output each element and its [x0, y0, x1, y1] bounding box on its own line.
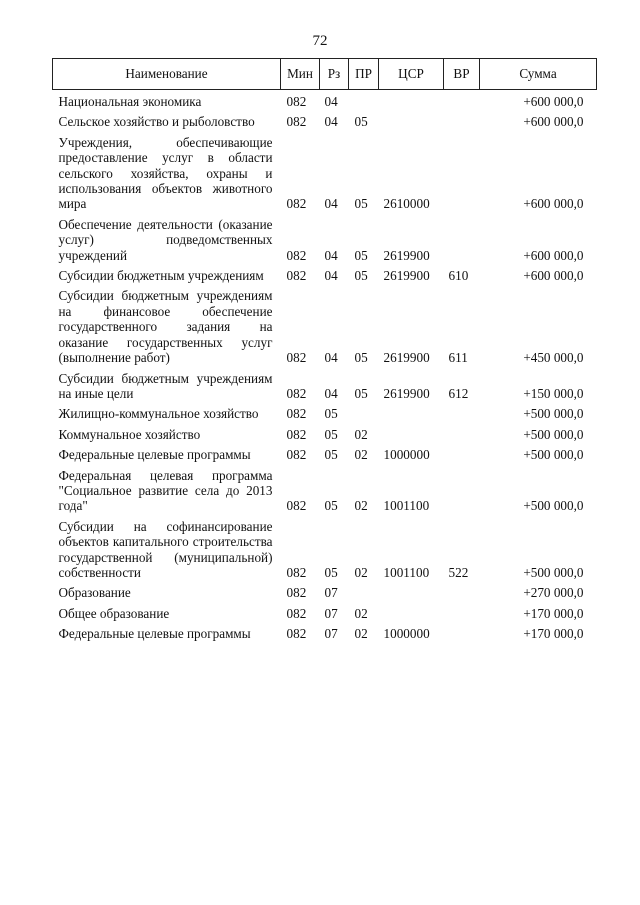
table-row: [53, 371, 597, 407]
cell-pr: 02: [354, 447, 368, 463]
cell-min: 082: [286, 114, 307, 130]
table-row: [53, 268, 597, 288]
cell-sum: +170 000,0: [523, 605, 584, 621]
cell-csr: 1000000: [383, 447, 430, 463]
cell-rz: 04: [324, 94, 338, 109]
cell-csr: [379, 406, 444, 426]
cell-csr: 1000000: [383, 626, 430, 642]
cell-csr: 2619900: [383, 350, 430, 366]
header-csr: ЦСР: [379, 59, 444, 90]
table-row: [53, 606, 597, 626]
cell-pr: 05: [354, 247, 368, 263]
cell-sum: +170 000,0: [523, 626, 584, 642]
cell-min: 082: [286, 426, 307, 442]
budget-table: [52, 58, 597, 647]
cell-sum: +150 000,0: [523, 385, 584, 401]
cell-sum: +600 000,0: [523, 247, 584, 263]
cell-csr: [379, 585, 444, 605]
cell-min: 082: [286, 94, 307, 109]
cell-vr: [444, 135, 480, 217]
cell-csr: 1001100: [383, 564, 430, 580]
cell-pr: 02: [354, 626, 368, 642]
cell-rz: 07: [324, 605, 338, 621]
cell-rz: 04: [324, 247, 338, 263]
cell-min: 082: [286, 626, 307, 642]
cell-min: 082: [286, 498, 307, 514]
table-row: [53, 406, 597, 426]
cell-sum: +500 000,0: [523, 564, 584, 580]
cell-name: Учреждения, обеспечивающие предоставление услуг в области сельского хозяйства, охраны и использования объектов животного мира: [58, 134, 273, 212]
cell-name: Общее образование: [58, 605, 170, 621]
header-sum: Сумма: [480, 59, 597, 90]
cell-name: Федеральная целевая программа "Социальное развитие села до 2013 года": [58, 467, 273, 514]
cell-min: 082: [286, 564, 307, 580]
header-pr: ПР: [349, 59, 379, 90]
cell-pr: 02: [354, 564, 368, 580]
cell-rz: 05: [324, 447, 338, 463]
cell-sum: +450 000,0: [523, 350, 584, 366]
table-row: [53, 90, 597, 115]
cell-name: Субсидии бюджетным учреждениям на иные цели: [58, 370, 273, 401]
table-row: [53, 468, 597, 519]
cell-sum: +500 000,0: [523, 406, 584, 422]
cell-pr: 02: [354, 498, 368, 514]
table-body: [53, 90, 597, 647]
table-header-row: [53, 59, 597, 90]
cell-vr: [444, 114, 480, 134]
cell-csr: 2619900: [383, 268, 430, 284]
page-number: 72: [312, 33, 328, 49]
cell-min: 082: [286, 385, 307, 401]
table-row: [53, 114, 597, 134]
cell-name: Жилищно-коммунальное хозяйство: [58, 406, 259, 422]
cell-pr: [349, 406, 379, 426]
cell-sum: +600 000,0: [523, 268, 584, 284]
cell-pr: 05: [354, 385, 368, 401]
cell-min: 082: [286, 447, 307, 463]
cell-rz: 07: [324, 626, 338, 642]
cell-csr: [379, 114, 444, 134]
cell-vr: 522: [448, 564, 469, 580]
cell-vr: [444, 626, 480, 646]
cell-min: 082: [286, 196, 307, 212]
header-rz: Рз: [320, 59, 349, 90]
cell-pr: [349, 585, 379, 605]
cell-csr: 2610000: [383, 196, 430, 212]
table-row: [53, 585, 597, 605]
cell-min: 082: [286, 585, 307, 601]
cell-pr: 05: [354, 196, 368, 212]
cell-min: 082: [286, 247, 307, 263]
table-row: [53, 519, 597, 586]
cell-rz: 04: [324, 114, 338, 130]
cell-vr: 612: [448, 385, 469, 401]
cell-name: Федеральные целевые программы: [58, 447, 251, 463]
cell-sum: +600 000,0: [523, 94, 584, 109]
cell-sum: +600 000,0: [523, 114, 584, 130]
cell-name: Субсидии бюджетным учреждениям на финансовое обеспечение государственного задания на оказание государственных услуг (выполнение работ): [58, 288, 273, 366]
cell-rz: 05: [324, 498, 338, 514]
cell-rz: 05: [324, 406, 338, 422]
cell-name: Субсидии бюджетным учреждениям: [58, 268, 264, 284]
cell-csr: [379, 427, 444, 447]
cell-sum: +270 000,0: [523, 585, 584, 601]
cell-vr: [444, 606, 480, 626]
cell-rz: 05: [324, 564, 338, 580]
table-row: [53, 135, 597, 217]
cell-pr: 02: [354, 605, 368, 621]
cell-name: Коммунальное хозяйство: [58, 426, 201, 442]
cell-csr: [379, 90, 444, 115]
cell-vr: 611: [448, 350, 468, 366]
cell-vr: [444, 217, 480, 268]
cell-rz: 05: [324, 426, 338, 442]
table-row: [53, 427, 597, 447]
cell-csr: [379, 606, 444, 626]
cell-csr: 1001100: [383, 498, 430, 514]
cell-vr: [444, 427, 480, 447]
cell-vr: [444, 468, 480, 519]
cell-sum: +500 000,0: [523, 426, 584, 442]
cell-rz: 04: [324, 385, 338, 401]
cell-sum: +600 000,0: [523, 196, 584, 212]
cell-csr: 2619900: [383, 385, 430, 401]
cell-pr: [349, 90, 379, 115]
cell-rz: 04: [324, 268, 338, 284]
header-vr: ВР: [444, 59, 480, 90]
cell-vr: [444, 447, 480, 467]
table-row: [53, 288, 597, 370]
cell-name: Обеспечение деятельности (оказание услуг) подведомственных учреждений: [58, 216, 273, 263]
cell-min: 082: [286, 605, 307, 621]
header-min: Мин: [281, 59, 320, 90]
cell-name: Образование: [58, 585, 131, 601]
cell-sum: +500 000,0: [523, 498, 584, 514]
header-name: Наименование: [53, 59, 281, 90]
cell-rz: 04: [324, 350, 338, 366]
table-row: [53, 626, 597, 646]
cell-min: 082: [286, 406, 307, 422]
table-row: [53, 447, 597, 467]
cell-pr: 05: [354, 268, 368, 284]
cell-vr: 610: [448, 268, 469, 284]
cell-pr: 02: [354, 426, 368, 442]
cell-rz: 04: [324, 196, 338, 212]
cell-name: Федеральные целевые программы: [58, 626, 251, 642]
table-row: [53, 217, 597, 268]
cell-vr: [444, 90, 480, 115]
cell-vr: [444, 406, 480, 426]
cell-pr: 05: [354, 350, 368, 366]
cell-name: Сельское хозяйство и рыболовство: [58, 114, 255, 130]
cell-csr: 2619900: [383, 247, 430, 263]
cell-vr: [444, 585, 480, 605]
cell-name: Национальная экономика: [58, 94, 202, 109]
cell-pr: 05: [354, 114, 368, 130]
cell-min: 082: [286, 350, 307, 366]
cell-sum: +500 000,0: [523, 447, 584, 463]
cell-min: 082: [286, 268, 307, 284]
cell-name: Субсидии на софинансирование объектов капитального строительства государственной (муниципальной) собственности: [58, 518, 273, 580]
cell-rz: 07: [324, 585, 338, 601]
